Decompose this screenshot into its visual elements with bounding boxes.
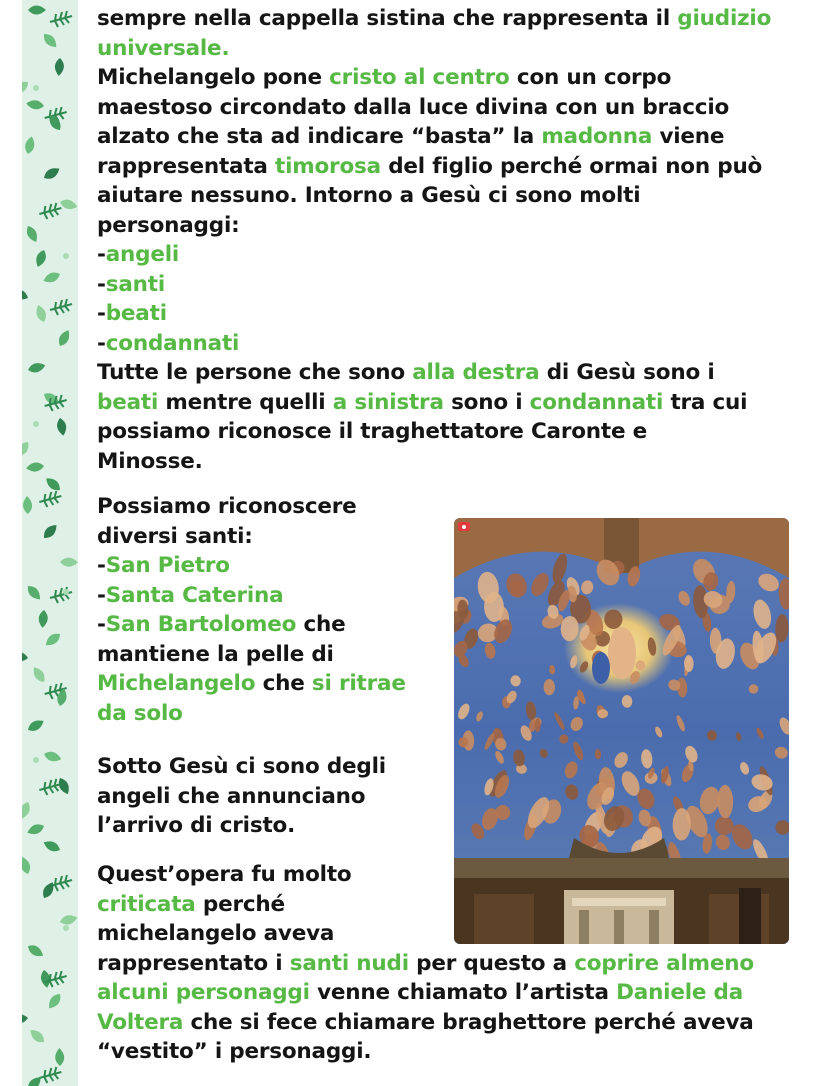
- text-line: [97, 669, 406, 699]
- text-line: [97, 492, 406, 522]
- leaf-icon: [26, 942, 46, 959]
- highlighted-term: giudizio: [677, 6, 772, 31]
- text-line: [97, 93, 771, 123]
- highlighted-term: Daniele da: [616, 980, 744, 1005]
- leaf-icon: [41, 31, 60, 50]
- dot-icon: [33, 757, 39, 763]
- text-segment: tra cui: [663, 389, 748, 415]
- text-segment: Minosse.: [97, 448, 203, 474]
- decorative-leaf-border: [22, 0, 78, 1086]
- highlighted-term: coprire almeno: [574, 950, 754, 976]
- highlighted-term: angeli: [105, 242, 180, 267]
- text-line: [97, 299, 771, 329]
- highlighted-term: madonna: [541, 124, 653, 149]
- highlighted-term: condannati: [529, 389, 664, 415]
- text-line: [97, 63, 771, 93]
- leaf-icon: [25, 1074, 44, 1086]
- text-segment: con un corpo: [509, 65, 672, 90]
- madonna-figure: [592, 652, 610, 684]
- text-line: [97, 1037, 754, 1067]
- text-line: [97, 240, 771, 270]
- text-line: [97, 4, 771, 34]
- highlighted-term: alla destra: [412, 360, 540, 385]
- leaf-icon: [22, 651, 29, 663]
- dot-icon: [63, 253, 69, 259]
- highlighted-term: Michelangelo: [97, 671, 256, 696]
- text-segment: di Gesù sono i: [539, 360, 715, 385]
- leaf-icon: [60, 558, 78, 567]
- text-segment: mentre quelli: [158, 389, 333, 415]
- text-segment: rappresentato i: [97, 950, 290, 976]
- text-segment: rappresentata: [97, 153, 276, 179]
- text-segment: del figlio perché ormai non può: [380, 153, 763, 179]
- text-line: [97, 152, 771, 182]
- leaf-icon: [24, 135, 37, 154]
- text-segment: possiamo riconosce il traghettatore Caronte e: [97, 419, 648, 444]
- highlighted-term: Santa Caterina: [105, 582, 284, 608]
- highlighted-term: si ritrae: [311, 671, 406, 696]
- leaf-icon: [59, 913, 78, 926]
- text-segment: -: [97, 242, 106, 267]
- leaf-icon: [22, 800, 32, 820]
- leaf-icon: [26, 99, 45, 110]
- text-segment: -: [97, 582, 106, 608]
- leaf-icon: [38, 610, 49, 629]
- text-line: [97, 551, 406, 581]
- leaf-icon: [22, 287, 30, 303]
- text-segment: sempre nella cappella sistina che rappresenta il: [97, 6, 678, 31]
- text-segment: -: [97, 271, 106, 297]
- leaf-icon: [43, 475, 63, 493]
- paragraph-santi: [97, 492, 406, 728]
- highlighted-term: a sinistra: [332, 389, 444, 415]
- leaf-icon: [42, 270, 62, 285]
- leaf-icon: [40, 880, 57, 900]
- highlighted-term: beati: [105, 301, 167, 326]
- leaf-icon: [54, 58, 64, 77]
- text-segment: alzato che sta ad indicare “basta” la: [97, 124, 542, 149]
- text-segment: l’arrivo di cristo.: [97, 813, 296, 838]
- fern-icon: [39, 491, 61, 507]
- highlighted-term: condannati: [105, 330, 240, 356]
- leaf-icon: [41, 522, 60, 541]
- text-line: [97, 699, 406, 729]
- highlighted-term: San Bartolomeo: [105, 612, 297, 637]
- text-segment: -: [97, 301, 106, 326]
- camera-icon: [458, 522, 470, 531]
- highlighted-term: criticata: [97, 891, 196, 917]
- text-segment: Sotto Gesù ci sono degli: [97, 754, 386, 779]
- leaf-icon: [46, 991, 64, 1011]
- fern-icon: [39, 779, 61, 795]
- fern-icon: [50, 299, 72, 315]
- text-segment: michelangelo aveva: [97, 921, 335, 946]
- text-line: [97, 181, 771, 211]
- leaf-icon: [22, 855, 32, 875]
- leaf-pattern-icon: [22, 0, 78, 1086]
- leaf-icon: [55, 1048, 65, 1066]
- fern-icon: [39, 1067, 61, 1083]
- leaf-icon: [34, 304, 48, 324]
- text-segment: Tutte le persone che sono: [97, 360, 413, 385]
- text-line: [97, 1008, 754, 1038]
- text-segment: per questo a: [408, 950, 575, 976]
- leaf-icon: [24, 224, 40, 244]
- highlighted-term: universale.: [97, 35, 230, 61]
- highlighted-term: cristo al centro: [329, 65, 510, 90]
- text-line: [97, 447, 771, 477]
- leaf-icon: [43, 630, 63, 648]
- fern-icon: [50, 875, 72, 891]
- highlighted-term: alcuni personaggi: [97, 980, 310, 1005]
- text-line: [97, 329, 771, 359]
- text-segment: angeli che annunciano: [97, 783, 366, 809]
- leaf-icon: [30, 665, 48, 685]
- last-judgment-image: [454, 518, 789, 944]
- text-segment: sono i: [443, 389, 530, 415]
- text-line: [97, 949, 754, 979]
- text-line: [97, 388, 771, 418]
- highlighted-term: santi nudi: [289, 950, 409, 976]
- dot-icon: [33, 85, 39, 91]
- text-segment: -: [97, 553, 106, 578]
- fern-icon: [50, 11, 72, 27]
- text-segment: -: [97, 330, 106, 356]
- leaf-icon: [42, 838, 62, 854]
- text-line: [97, 640, 406, 670]
- text-segment: diversi santi:: [97, 523, 253, 549]
- text-line: [97, 811, 386, 841]
- leaf-icon: [56, 417, 68, 436]
- text-segment: -: [97, 612, 106, 637]
- text-segment: venne chiamato l’artista: [309, 980, 617, 1005]
- leaf-icon: [42, 165, 62, 182]
- dot-icon: [63, 925, 69, 931]
- text-segment: aiutare nessuno. Intorno a Gesù ci sono molti: [97, 183, 641, 208]
- highlighted-term: da solo: [97, 700, 183, 726]
- text-segment: che: [255, 671, 312, 696]
- leaf-icon: [56, 776, 72, 796]
- text-line: [97, 122, 771, 152]
- text-segment: Michelangelo pone: [97, 65, 330, 90]
- highlighted-term: San Pietro: [105, 553, 230, 578]
- text-segment: Quest’opera fu molto: [97, 862, 352, 887]
- fresco-illustration: [454, 518, 789, 944]
- leaf-icon: [56, 328, 72, 348]
- fern-icon: [50, 587, 72, 603]
- leaf-icon: [27, 361, 47, 374]
- highlighted-term: santi: [105, 271, 165, 297]
- leaf-icon: [34, 248, 49, 268]
- leaf-icon: [28, 6, 46, 15]
- dot-icon: [33, 421, 39, 427]
- leaf-icon: [26, 822, 46, 837]
- leaf-icon: [26, 462, 45, 473]
- text-line: [97, 782, 386, 812]
- christ-figure: [608, 627, 636, 679]
- text-line: [97, 211, 771, 241]
- text-segment: mantiene la pelle di: [97, 641, 334, 667]
- text-segment: che: [296, 612, 346, 637]
- leaf-icon: [59, 198, 78, 212]
- leaf-icon: [25, 583, 44, 602]
- text-line: [97, 522, 406, 552]
- leaf-icon: [23, 496, 33, 514]
- text-segment: maestoso circondato dalla luce divina con un braccio: [97, 94, 730, 120]
- leaf-icon: [22, 439, 32, 459]
- highlighted-term: Voltera: [97, 1009, 184, 1035]
- text-line: [97, 358, 771, 388]
- leaf-icon: [22, 1014, 28, 1025]
- leaf-icon: [27, 1027, 46, 1046]
- paragraph-intro: [97, 4, 771, 476]
- fern-icon: [39, 203, 61, 219]
- text-line: [97, 978, 754, 1008]
- text-segment: che si fece chiamare braghettore perché aveva: [183, 1009, 754, 1035]
- text-line: [97, 610, 406, 640]
- highlighted-term: timorosa: [275, 153, 381, 179]
- dot-icon: [63, 589, 69, 595]
- text-line: [97, 34, 771, 64]
- text-line: [97, 270, 771, 300]
- text-segment: “vestito” i personaggi.: [97, 1039, 372, 1064]
- text-segment: perché: [195, 891, 285, 917]
- text-line: [97, 581, 406, 611]
- highlighted-term: beati: [97, 389, 159, 415]
- leaf-icon: [43, 750, 63, 764]
- leaf-icon: [22, 79, 31, 97]
- paragraph-angeli: [97, 752, 386, 841]
- leaf-icon: [26, 717, 46, 734]
- text-segment: viene: [652, 124, 725, 149]
- text-segment: personaggi:: [97, 212, 240, 238]
- text-line: [97, 752, 386, 782]
- text-line: [97, 417, 771, 447]
- text-segment: Possiamo riconoscere: [97, 494, 357, 519]
